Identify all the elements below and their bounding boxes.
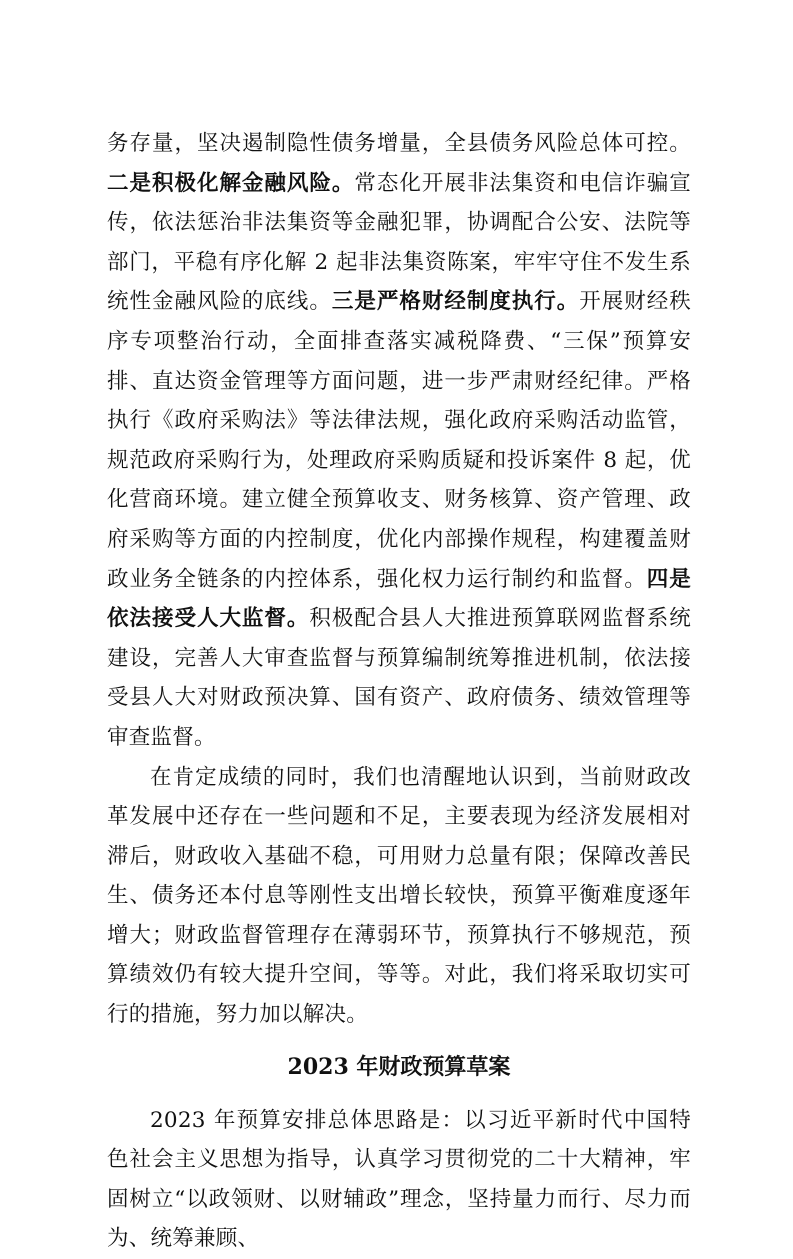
document-body [107, 124, 691, 1259]
paragraph-debt-and-risk [107, 124, 691, 758]
paragraph-text: 常态化开展非法集资和电信诈骗宣传，依法惩治非法集资等金融犯罪，协调配合公安、法院等部门，平稳有序化解 2 起非法集资陈案，牢牢守住不发生系统性金融风险的底线。 [107, 170, 691, 315]
paragraph-budget-outline: 2023 年预算安排总体思路是：以习近平新时代中国特色社会主义思想为指导，认真学习贯彻党的二十大精神，牢固树立“以政领财、以财辅政”理念，坚持量力而行、尽力而为、统筹兼顾、 [107, 1107, 691, 1252]
point-three-heading: 三是严格财经制度执行。 [331, 289, 580, 315]
point-four-heading: 四是依法接受人大监督。 [107, 566, 691, 632]
point-two-heading: 二是积极化解金融风险。 [107, 170, 355, 196]
paragraph-text: 开展财经秩序专项整治行动，全面排查落实减税降费、“三保”预算安排、直达资金管理等方面问题，进一步严肃财经纪律。严格执行《政府采购法》等法律法规，强化政府采购活动监管，规范政府采购行为，处理政府采购质疑和投诉案件 8 起，优化营商环境。建立健全预算收支、财务核算、资产管理、政府采购等方面的内控制度，优化内部操作规程，构建覆盖财政业务全链条的内控体系，强化权力运行制约和监督。 [107, 289, 691, 592]
paragraph-problems: 在肯定成绩的同时，我们也清醒地认识到，当前财政改革发展中还存在一些问题和不足，主要表现为经济发展相对滞后，财政收入基础不稳，可用财力总量有限；保障改善民生、债务还本付息等刚性支出增长较快，预算平衡难度逐年增大；财政监督管理存在薄弱环节，预算执行不够规范，预算绩效仍有较大提升空间，等等。对此，我们将采取切实可行的措施，努力加以解决。 [107, 764, 691, 1028]
paragraph-text: 务存量，坚决遏制隐性债务增量，全县债务风险总体可控。 [107, 131, 691, 156]
paragraph-text: 积极配合县人大推进预算联网监督系统建设，完善人大审查监督与预算编制统筹推进机制，依法接受县人大对财政预决算、国有资产、政府债务、绩效管理等审查监督。 [107, 606, 691, 750]
section-heading: 2023 年财政预算草案 [287, 1053, 511, 1080]
